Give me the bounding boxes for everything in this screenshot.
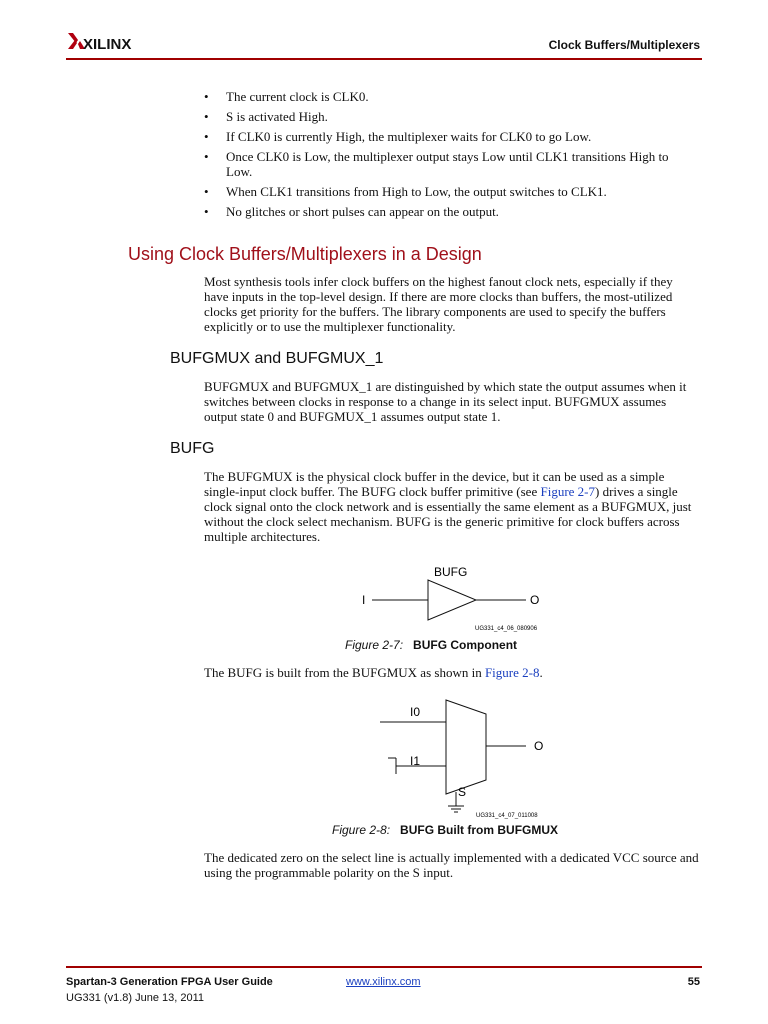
bridge-paragraph: The BUFG is built from the BUFGMUX as shown in Figure 2-8. <box>204 665 543 680</box>
figure-id: UG331_c4_07_011008 <box>476 813 538 819</box>
subsection-paragraph: BUFGMUX and BUFGMUX_1 are distinguished by which state the output assumes when it switches between clocks in response to a change in its select input. BUFGMUX assumes output state 0 and BUFGMUX_1 assumes output state 1. <box>204 379 687 424</box>
bufg-diagram <box>340 560 580 635</box>
bullet-list <box>204 89 694 224</box>
section-heading: Using Clock Buffers/Multiplexers in a Design <box>128 244 482 264</box>
list-item: • If CLK0 is currently High, the multiplexer waits for CLK0 to go Low. <box>204 129 694 144</box>
i1-label: I1 <box>410 754 421 768</box>
header-rule <box>66 58 702 60</box>
subsection-heading: BUFGMUX and BUFGMUX_1 <box>170 350 384 367</box>
page-number: 55 <box>687 976 700 988</box>
input-label: I <box>362 593 366 607</box>
website-link[interactable]: www.xilinx.com <box>346 976 421 988</box>
section-paragraph: Most synthesis tools infer clock buffers on the highest fanout clock nets, especially if they have inputs in the top-level design. If there are more clocks than buffers, the most-utilized clocks get priority for the buffers. The library components are used to specify the buffers explicitly or to use the multiplexer functionality. <box>204 274 673 334</box>
doc-info: UG331 (v1.8) June 13, 2011 <box>66 992 204 1004</box>
list-item: • The current clock is CLK0. <box>204 89 694 104</box>
output-label: O <box>530 593 540 607</box>
output-label: O <box>534 739 544 753</box>
figure-caption: Figure 2-7: BUFG Component <box>345 638 518 652</box>
figure-id: UG331_c4_06_080906 <box>475 626 538 632</box>
guide-title: Spartan-3 Generation FPGA User Guide <box>66 976 273 988</box>
subsection-heading: BUFG <box>170 440 215 457</box>
figure-link[interactable]: Figure 2-7 <box>540 484 596 499</box>
buffer-symbol <box>428 580 476 620</box>
closing-paragraph: The dedicated zero on the select line is actually implemented with a dedicated VCC source and using the programmable polarity on the S input. <box>204 850 699 880</box>
figure-caption: Figure 2-8: BUFG Built from BUFGMUX <box>332 823 559 837</box>
list-item: • S is activated High. <box>204 109 694 124</box>
figure-link[interactable]: Figure 2-8 <box>484 665 540 680</box>
list-item: • No glitches or short pulses can appear on the output. <box>204 204 694 219</box>
i0-label: I0 <box>410 705 421 719</box>
bufg-paragraph: The BUFGMUX is the physical clock buffer in the device, but it can be used as a simple single-input clock buffer. The BUFG clock buffer primitive (see Figure 2-7) drives a single clock signal onto the clock network and is essentially the same element as a BUFGMUX, just without the clock select mechanism. BUFG is the generic primitive for clock buffers across multiple architectures. <box>204 469 692 544</box>
xilinx-logo <box>66 30 146 59</box>
logo-text: XILINX <box>83 36 132 53</box>
bufgmux-diagram <box>370 696 570 820</box>
section-title: Clock Buffers/Multiplexers <box>548 38 700 52</box>
list-item: • Once CLK0 is Low, the multiplexer output stays Low until CLK1 transitions High to Low. <box>204 149 694 179</box>
footer-rule <box>66 966 702 968</box>
select-label: S <box>458 785 467 799</box>
list-item: • When CLK1 transitions from High to Low, the output switches to CLK1. <box>204 184 694 199</box>
mux-symbol <box>446 700 486 794</box>
buffer-label: BUFG <box>434 565 468 579</box>
